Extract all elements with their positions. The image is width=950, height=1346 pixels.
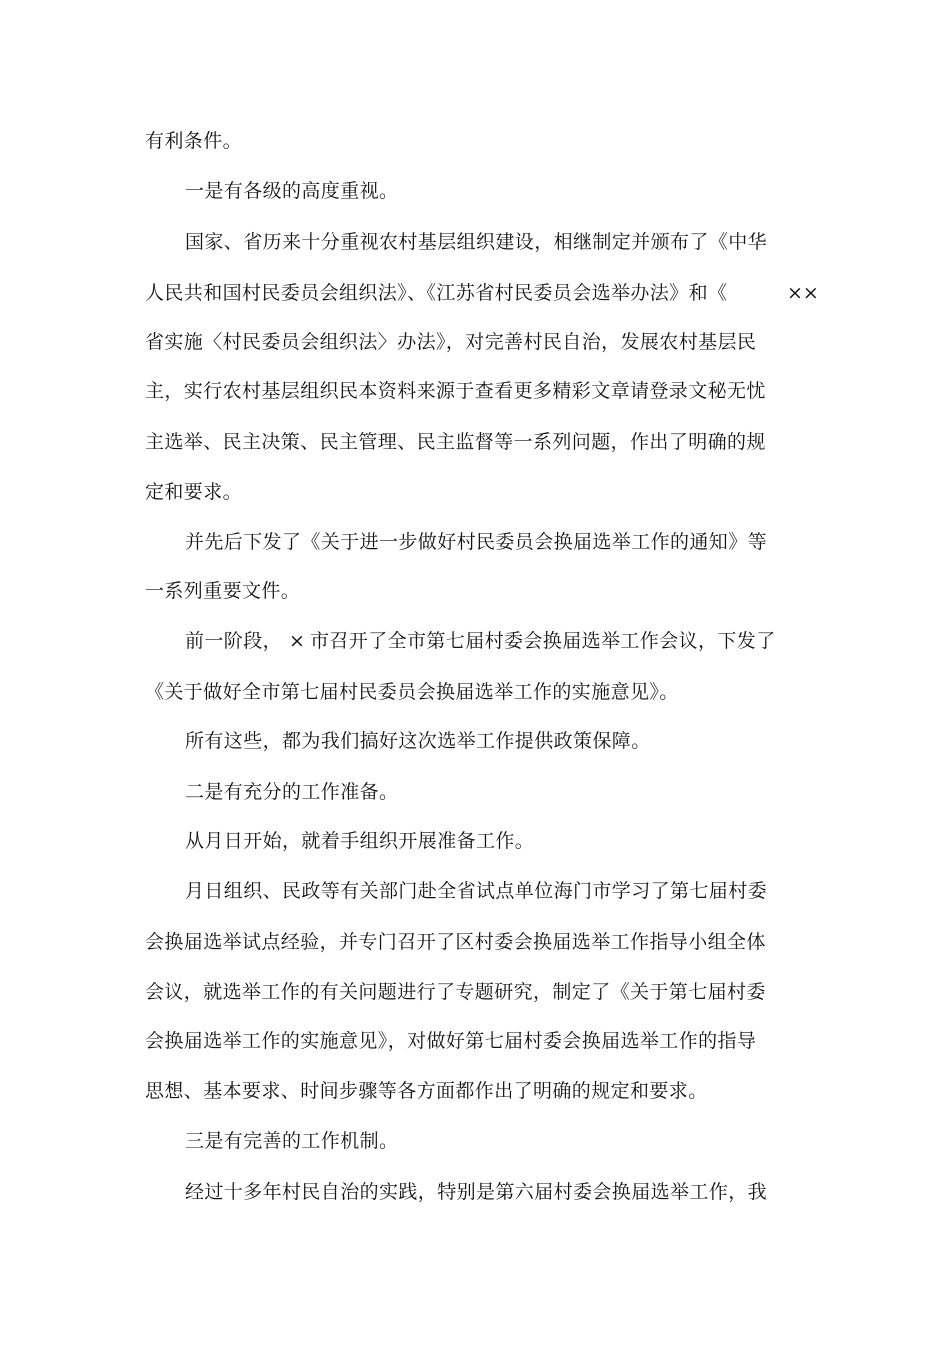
text-line: 一系列重要文件。	[145, 580, 301, 602]
text-line: 定和要求。	[145, 481, 243, 503]
text-line: 会换届选举试点经验，并专门召开了区村委会换届选举工作指导小组全体	[145, 931, 766, 953]
text-line: 前一阶段，	[185, 630, 283, 652]
redacted-placeholder: ×	[289, 630, 305, 652]
text-line: 并先后下发了《关于进一步做好村民委员会换届选举工作的通知》等	[185, 531, 768, 553]
text-line: 所有这些，都为我们搞好这次选举工作提供政策保障。	[185, 730, 651, 752]
redacted-placeholder: ××	[787, 282, 819, 304]
text-line: 从月日开始，就着手组织开展准备工作。	[185, 830, 535, 852]
text-line: 月日组织、民政等有关部门赴全省试点单位海门市学习了第七届村委	[185, 880, 768, 902]
text-line: 有利条件。	[145, 130, 243, 152]
text-line: 主选举、民主决策、民主管理、民主监督等一系列问题，作出了明确的规	[145, 431, 766, 453]
text-line: 人民共和国村民委员会组织法》、《江苏省村民委员会选举办法》和《	[145, 282, 728, 304]
text-line: 省实施〈村民委员会组织法〉办法》，对完善村民自治，发展农村基层民	[145, 331, 757, 353]
text-line: 市召开了全市第七届村委会换届选举工作会议，下发了	[310, 630, 776, 652]
text-line: 会换届选举工作的实施意见》，对做好第七届村委会换届选举工作的指导	[145, 1030, 757, 1052]
text-line: 三是有完善的工作机制。	[185, 1130, 399, 1152]
text-line: 主，实行农村基层组织民本资料来源于查看更多精彩文章请登录文秘无忧	[145, 380, 766, 402]
text-line: 经过十多年村民自治的实践，特别是第六届村委会换届选举工作，我	[185, 1181, 768, 1203]
text-line: 会议，就选举工作的有关问题进行了专题研究，制定了《关于第七届村委	[145, 981, 766, 1003]
text-line: 二是有充分的工作准备。	[185, 781, 399, 803]
text-line: 思想、基本要求、时间步骤等各方面都作出了明确的规定和要求。	[145, 1080, 708, 1102]
text-line: 《关于做好全市第七届村民委员会换届选举工作的实施意见》。	[145, 681, 679, 703]
text-line: 一是有各级的高度重视。	[185, 180, 399, 202]
text-line: 国家、省历来十分重视农村基层组织建设，相继制定并颁布了《中华	[185, 231, 768, 253]
